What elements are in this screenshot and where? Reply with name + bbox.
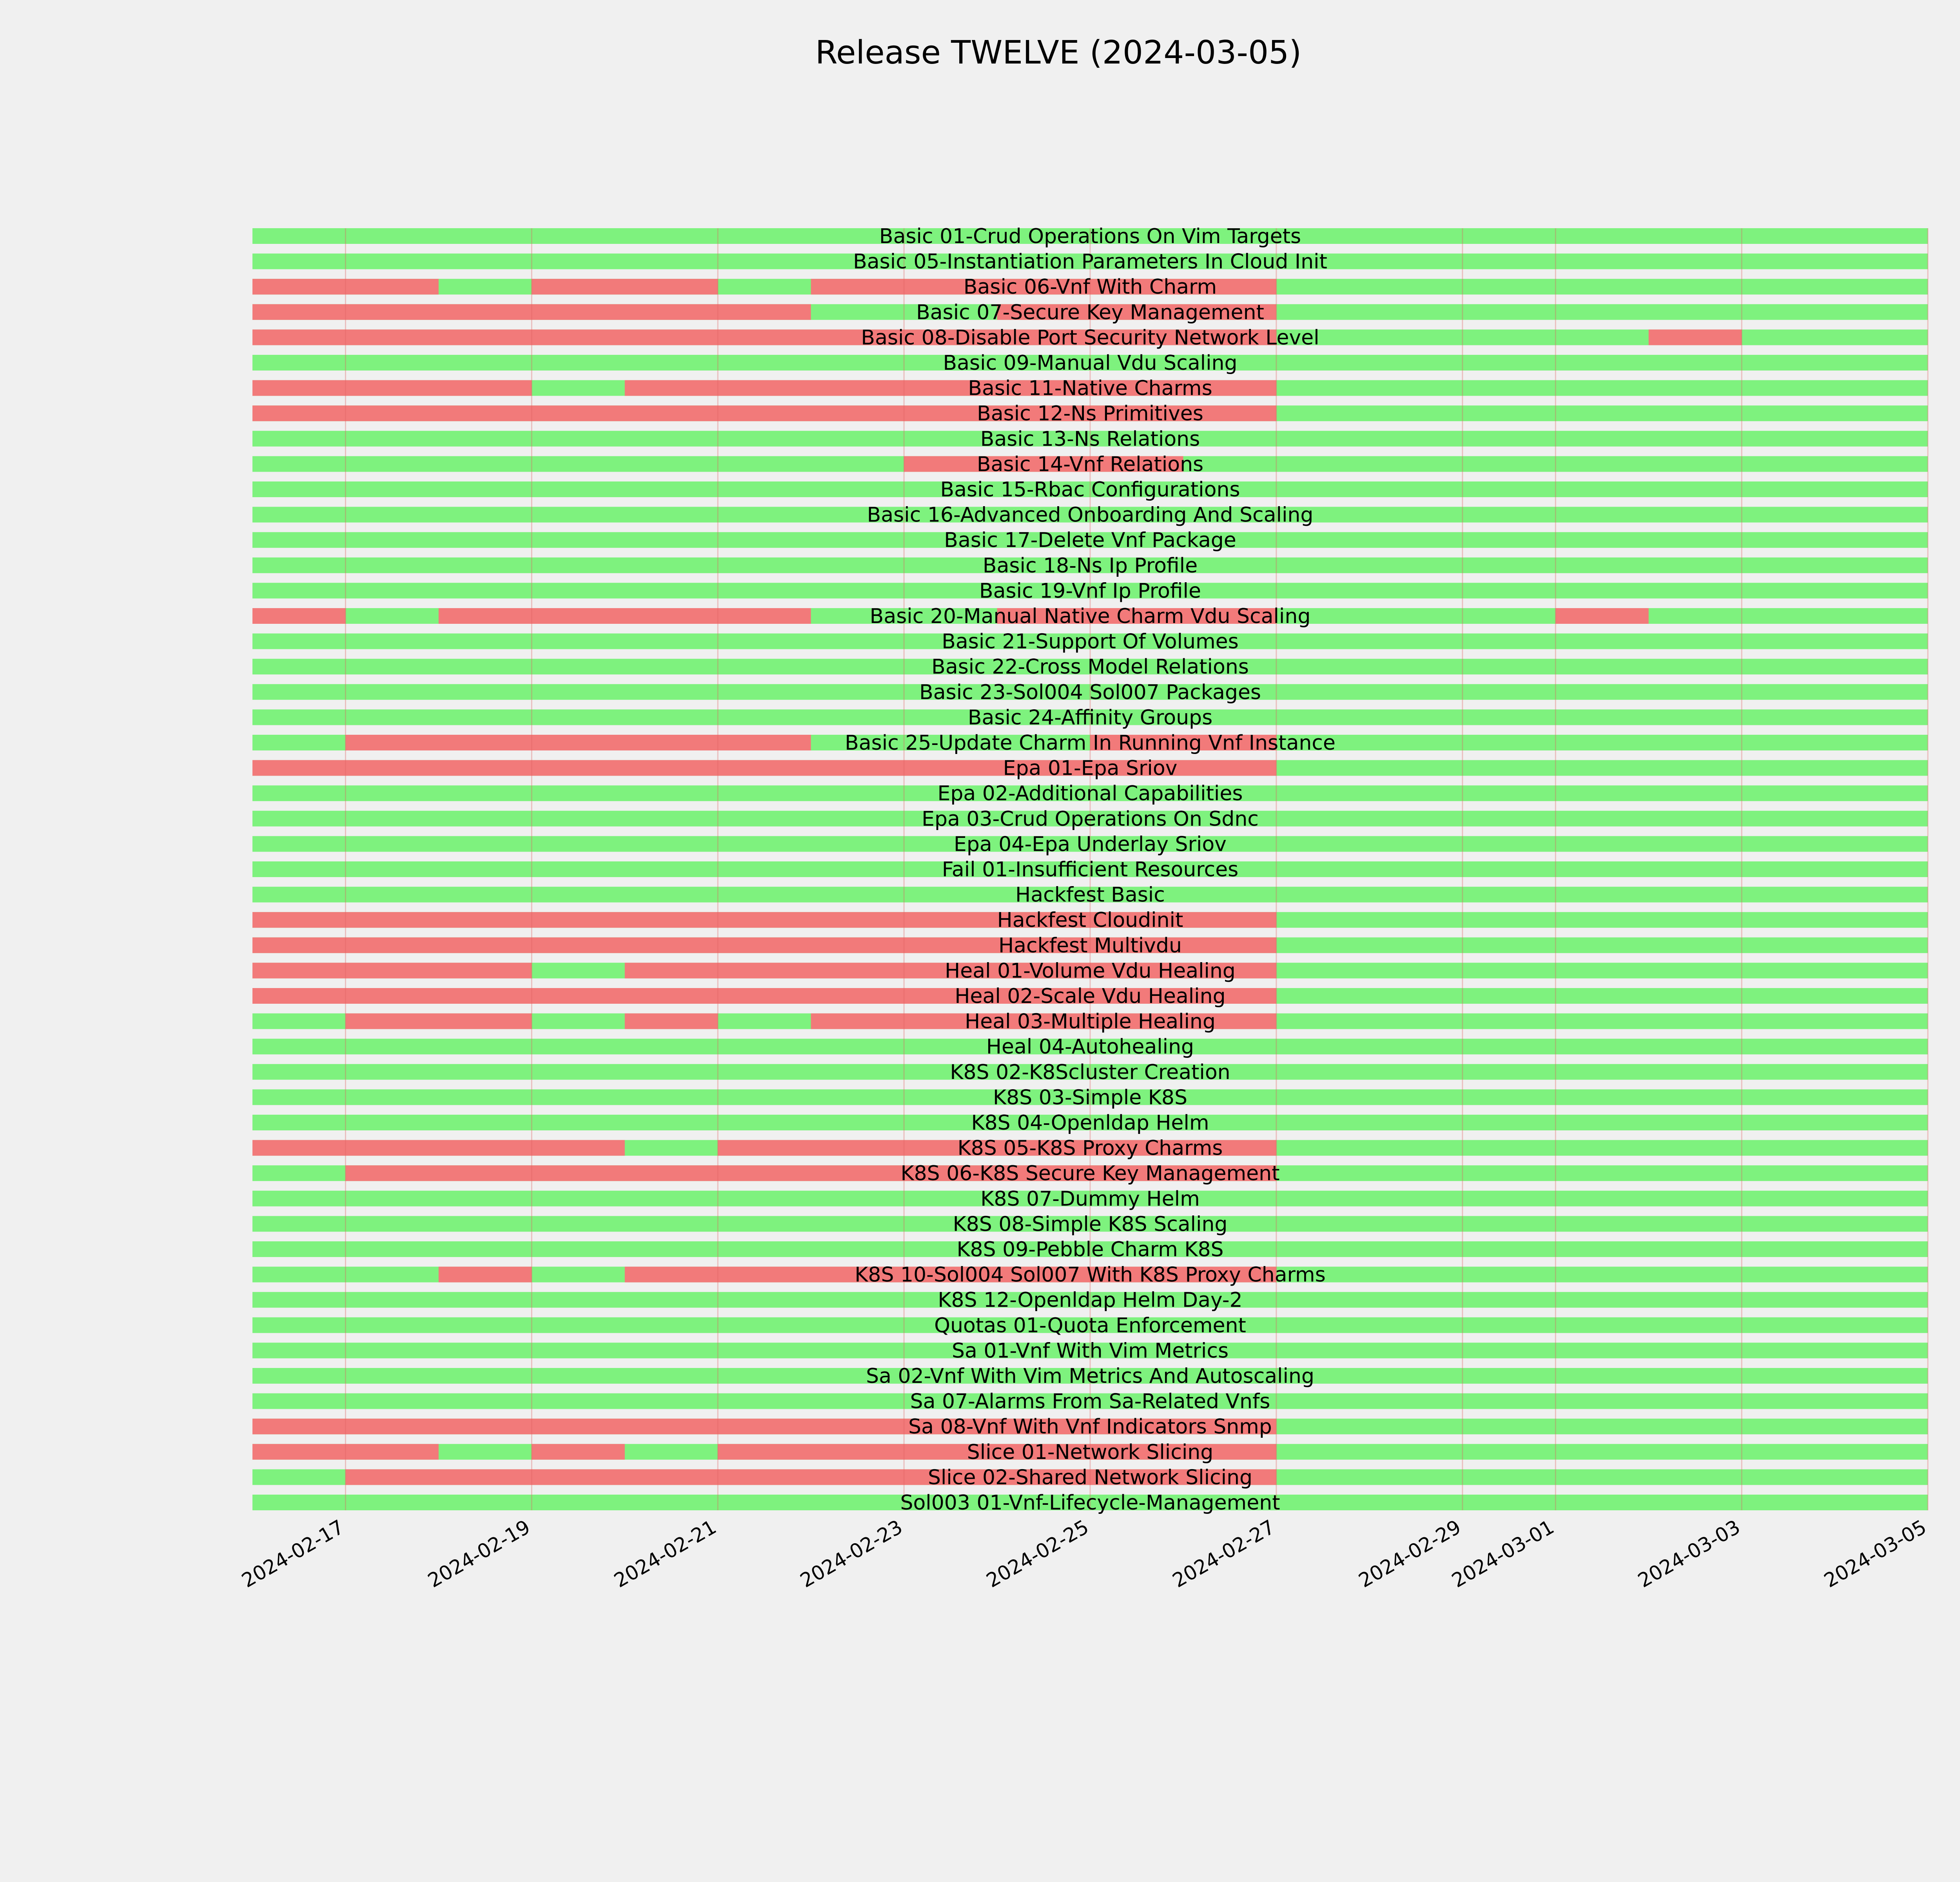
row-label: Hackfest Cloudinit [997,908,1183,932]
fail-bar [252,963,532,978]
row-label: Basic 25-Update Charm In Running Vnf Instance [845,731,1336,755]
x-tick-label: 2024-02-21 [610,1515,720,1592]
row-label: Basic 16-Advanced Onboarding And Scaling [867,503,1314,527]
row-label: K8S 10-Sol004 Sol007 With K8S Proxy Charms [855,1263,1326,1287]
x-tick-label: 2024-03-05 [1820,1515,1930,1592]
row-label: Basic 13-Ns Relations [980,427,1200,451]
fail-bar [1649,329,1742,345]
fail-bar [1555,608,1648,624]
row-label: Basic 22-Cross Model Relations [931,655,1249,679]
row-label: Sa 07-Alarms From Sa-Related Vnfs [910,1390,1270,1413]
row-label: Sol003 01-Vnf-Lifecycle-Management [900,1491,1280,1515]
row-label: Heal 01-Volume Vdu Healing [945,959,1236,983]
fail-bar [439,1267,532,1283]
row-label: Sa 08-Vnf With Vnf Indicators Snmp [908,1415,1272,1439]
x-tick-label: 2024-02-27 [1169,1515,1279,1592]
row-label: K8S 09-Pebble Charm K8S [956,1238,1224,1261]
row-label: K8S 08-Simple K8S Scaling [953,1212,1228,1236]
fail-bar [439,608,811,624]
fail-bar [532,279,718,294]
row-label: Slice 01-Network Slicing [967,1440,1214,1464]
row-label: Basic 05-Instantiation Parameters In Cloud Init [853,250,1327,274]
row-label: Sa 01-Vnf With Vim Metrics [951,1339,1229,1363]
fail-bar [252,380,532,396]
fail-bar [625,1014,718,1029]
row-label: Fail 01-Insufficient Resources [942,858,1239,881]
row-label: Basic 24-Affinity Groups [967,706,1213,730]
ticks-layer [238,1515,1930,1592]
x-tick-label: 2024-03-03 [1634,1515,1744,1592]
fail-bar [252,1140,625,1156]
row-label: K8S 07-Dummy Helm [980,1187,1200,1211]
row-label: Basic 18-Ns Ip Profile [982,554,1198,578]
row-label: Basic 06-Vnf With Charm [963,275,1217,299]
x-tick-label: 2024-02-19 [424,1515,534,1592]
row-label: Basic 08-Disable Port Security Network Level [861,326,1319,350]
row-label: Basic 09-Manual Vdu Scaling [943,351,1238,375]
row-label: Quotas 01-Quota Enforcement [934,1313,1246,1337]
row-label: Basic 15-Rbac Configurations [940,478,1240,501]
row-label: Epa 02-Additional Capabilities [937,782,1243,806]
row-label: Basic 17-Delete Vnf Package [944,529,1236,552]
row-label: Hackfest Multivdu [998,934,1182,957]
x-tick-label: 2024-02-29 [1355,1515,1465,1592]
row-label: K8S 04-Openldap Helm [971,1111,1209,1135]
fail-bar [345,735,811,750]
fail-bar [345,1014,532,1029]
x-tick-label: 2024-03-01 [1448,1515,1558,1592]
fail-bar [532,1444,624,1460]
row-label: Basic 23-Sol004 Sol007 Packages [919,680,1261,704]
row-label: Hackfest Basic [1015,883,1165,907]
row-label: K8S 03-Simple K8S [993,1086,1187,1110]
row-label: Slice 02-Shared Network Slicing [927,1466,1253,1490]
row-label: Basic 14-Vnf Relations [976,452,1204,476]
row-label: Epa 04-Epa Underlay Sriov [954,832,1227,856]
row-label: Basic 12-Ns Primitives [977,402,1203,426]
row-label: Basic 21-Support Of Volumes [942,630,1239,654]
row-label: Heal 03-Multiple Healing [965,1010,1216,1034]
row-label: Basic 20-Manual Native Charm Vdu Scaling [869,605,1311,628]
row-label: Basic 01-Crud Operations On Vim Targets [879,225,1301,248]
row-label: Basic 19-Vnf Ip Profile [979,579,1201,603]
row-label: K8S 06-K8S Secure Key Management [900,1162,1280,1186]
row-label: Sa 02-Vnf With Vim Metrics And Autoscaling [866,1364,1314,1388]
fail-bar [252,608,345,624]
chart-title: Release TWELVE (2024-03-05) [815,34,1302,71]
row-label: K8S 02-K8Scluster Creation [950,1060,1230,1084]
row-label: K8S 05-K8S Proxy Charms [957,1136,1223,1160]
row-label: K8S 12-Openldap Helm Day-2 [938,1288,1243,1312]
row-label: Basic 07-Secure Key Management [916,300,1264,324]
row-label: Basic 11-Native Charms [968,376,1212,400]
row-label: Epa 03-Crud Operations On Sdnc [922,807,1259,831]
x-tick-label: 2024-02-23 [796,1515,907,1592]
row-label: Heal 04-Autohealing [986,1035,1194,1059]
x-tick-label: 2024-02-17 [238,1515,348,1592]
row-label: Heal 02-Scale Vdu Healing [955,985,1226,1008]
row-label: Epa 01-Epa Sriov [1003,756,1178,780]
x-tick-label: 2024-02-25 [982,1515,1093,1592]
